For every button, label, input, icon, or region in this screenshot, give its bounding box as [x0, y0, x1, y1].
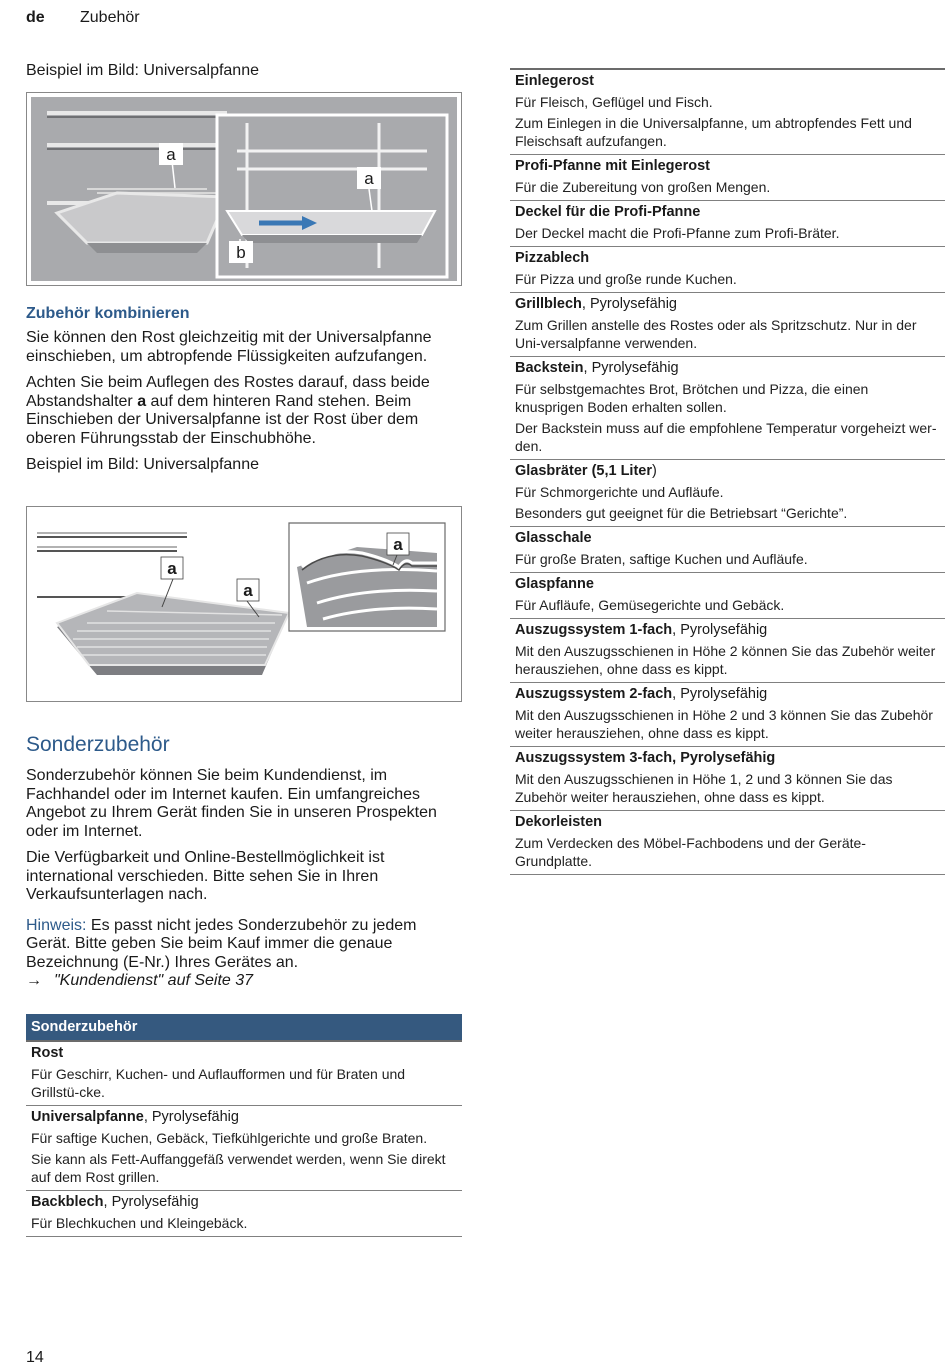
accessory-description: Für Fleisch, Geflügel und Fisch.: [515, 94, 713, 110]
table-header: Sonderzubehör: [26, 1014, 462, 1040]
figure2-label-a3: a: [393, 535, 403, 554]
accessory-description: Für die Zubereitung von großen Mengen.: [515, 179, 771, 195]
page-number: 14: [26, 1349, 44, 1366]
accessory-description: Für saftige Kuchen, Gebäck, Tiefkühlgerichte und große Braten.: [31, 1130, 428, 1146]
figure1-label-a1: a: [166, 145, 176, 164]
page-link[interactable]: [26, 972, 462, 991]
accessory-description: Der Backstein muss auf die empfohlene Temperatur vorgeheizt wer-den.: [515, 420, 937, 454]
accessory-description: Besonders gut geeignet für die Betriebsart “Gerichte”.: [515, 505, 848, 521]
accessory-suffix: ): [652, 463, 657, 479]
accessory-title: Profi-Pfanne mit Einlegerost: [515, 158, 710, 174]
accessory-title: Grillblech: [515, 296, 582, 312]
note-paragraph: [26, 917, 462, 973]
accessory-name: [515, 157, 940, 176]
combine-p2-text: Achten Sie beim Auflegen des Rostes darauf, dass beide Abstandshalter: [26, 374, 430, 410]
table-row: [510, 747, 945, 811]
accessory-title: Glasschale: [515, 530, 592, 546]
accessory-title: Universalpfanne: [31, 1109, 144, 1125]
table-row: [510, 619, 945, 683]
accessory-suffix: , Pyrolysefähig: [583, 360, 679, 376]
accessory-description: Zum Einlegen in die Universalpfanne, um abtropfendes Fett und Fleischsaft aufzufangen.: [515, 115, 912, 149]
table-row: [510, 527, 945, 573]
table-row: [510, 68, 945, 155]
figure-universal-pan-rack: [26, 92, 462, 286]
combine-p2-marker: a: [137, 392, 147, 410]
accessory-title: Glasbräter (5,1 Liter: [515, 463, 652, 479]
accessory-name: [31, 1108, 457, 1127]
extra-heading: Sonderzubehör: [26, 733, 170, 756]
language-code: de: [26, 9, 45, 26]
extra-accessories-table-right: [510, 68, 945, 875]
accessory-suffix: , Pyrolysefähig: [672, 686, 768, 702]
accessory-name: [31, 1044, 457, 1063]
accessory-title: Auszugssystem 3-fach, Pyrolysefähig: [515, 750, 776, 766]
accessory-title: Auszugssystem 1-fach: [515, 622, 673, 638]
accessory-description: Für große Braten, saftige Kuchen und Aufläufe.: [515, 551, 808, 567]
accessory-name: [515, 685, 940, 704]
accessory-name: [515, 203, 940, 222]
accessory-description: Zum Grillen anstelle des Rostes oder als Spritzschutz. Nur in der Uni-versalpfanne verwenden.: [515, 317, 917, 351]
table-row: [510, 293, 945, 357]
figure1-label-a2: a: [364, 169, 374, 188]
table-row: [510, 201, 945, 247]
accessory-name: [515, 359, 940, 378]
accessory-title: Deckel für die Profi-Pfanne: [515, 204, 701, 220]
accessory-description: Für Blechkuchen und Kleingebäck.: [31, 1215, 248, 1231]
figure2-label-a2: a: [243, 581, 253, 600]
figure1-illustration: [27, 93, 461, 285]
accessory-description: Für Geschirr, Kuchen- und Auflaufformen und für Braten und Grillstü-cke.: [31, 1066, 406, 1100]
accessory-description: Mit den Auszugsschienen in Höhe 2 können Sie das Zubehör weiter herausziehen, ohne dass es kippt.: [515, 643, 936, 677]
accessory-name: [515, 462, 940, 481]
table-row: [510, 573, 945, 619]
note-label: Hinweis:: [26, 916, 87, 934]
accessory-title: Glaspfanne: [515, 576, 594, 592]
page-header-title: Zubehör: [80, 9, 140, 26]
accessory-name: [515, 529, 940, 548]
accessory-title: Backstein: [515, 360, 584, 376]
accessory-name: [515, 249, 940, 268]
accessory-suffix: , Pyrolysefähig: [143, 1109, 239, 1125]
accessory-title: Backblech: [31, 1194, 104, 1210]
accessory-suffix: , Pyrolysefähig: [103, 1194, 199, 1210]
combine-heading: Zubehör kombinieren: [26, 305, 190, 322]
extra-paragraph-2: Die Verfügbarkeit und Online-Bestellmöglichkeit ist international verschieden. Bitte sehen Sie in Ihren Verkaufsunterlagen nach.: [26, 849, 385, 903]
figure2-illustration: [27, 507, 461, 701]
figure-rack-on-pan: [26, 506, 462, 702]
section-combine: [26, 305, 462, 474]
accessory-name: [31, 1193, 457, 1212]
accessory-suffix: , Pyrolysefähig: [581, 296, 677, 312]
page-link-text[interactable]: "Kundendienst" auf Seite 37: [54, 972, 254, 989]
accessory-description: Für Aufläufe, Gemüsegerichte und Gebäck.: [515, 597, 785, 613]
accessory-description: Mit den Auszugsschienen in Höhe 2 und 3 können Sie das Zubehör weiter herausziehen, ohne dass es kippt.: [515, 707, 933, 741]
accessory-name: [515, 72, 940, 91]
table-row: [26, 1106, 462, 1191]
table-row: [26, 1040, 462, 1106]
accessory-description: Mit den Auszugsschienen in Höhe 1, 2 und 3 können Sie das Zubehör weiter herausziehen, ohne dass es kippt.: [515, 771, 893, 805]
accessory-title: Einlegerost: [515, 73, 594, 89]
table-row: [510, 155, 945, 201]
combine-p2-text-end: auf dem hinteren Rand stehen. Beim Einschieben der Universalpfanne ist der Rost über dem oberen Führungsstab der Einschubhöhe.: [26, 392, 419, 447]
combine-paragraph-2: [26, 374, 462, 448]
figure1-caption: Beispiel im Bild: Universalpfanne: [26, 62, 259, 79]
accessory-title: Rost: [31, 1045, 64, 1061]
figure2-label-a1: a: [167, 559, 177, 578]
table-row: [510, 460, 945, 527]
accessory-name: [515, 575, 940, 594]
table-row: [510, 247, 945, 293]
section-extra-accessories: [26, 733, 462, 999]
accessory-description: Für Schmorgerichte und Aufläufe.: [515, 484, 724, 500]
extra-accessories-table-left: [26, 1014, 462, 1237]
combine-paragraph-1: Sie können den Rost gleichzeitig mit der Universalpfanne einschieben, um abtropfende Flüssigkeiten aufzufangen.: [26, 329, 432, 365]
table-row: [510, 811, 945, 875]
table-row: [510, 357, 945, 460]
accessory-description: Sie kann als Fett-Auffanggefäß verwendet werden, wenn Sie direkt auf dem Rost grillen.: [31, 1151, 446, 1185]
accessory-description: Zum Verdecken des Möbel-Fachbodens und der Geräte-Grundplatte.: [515, 835, 866, 869]
extra-paragraph-1: Sonderzubehör können Sie beim Kundendienst, im Fachhandel oder im Internet kaufen. Ein umfangreiches Angebot zu Ihrem Gerät finden Sie in unseren Prospekten oder im Internet.: [26, 767, 437, 840]
note-text: Es passt nicht jedes Sonderzubehör zu jedem Gerät. Bitte geben Sie beim Kauf immer die genaue Bezeichnung (E-Nr.) Ihres Gerätes an.: [26, 916, 417, 971]
figure2-caption: Beispiel im Bild: Universalpfanne: [26, 456, 259, 473]
accessory-name: [515, 813, 940, 832]
accessory-description: Für selbstgemachtes Brot, Brötchen und Pizza, die einen knusprigen Boden erhalten sollen.: [515, 381, 869, 415]
figure1-label-b: b: [236, 243, 246, 262]
accessory-description: Für Pizza und große runde Kuchen.: [515, 271, 737, 287]
table-row: [510, 683, 945, 747]
accessory-name: [515, 621, 940, 640]
arrow-right-icon: →: [26, 972, 42, 989]
accessory-name: [515, 749, 940, 768]
accessory-title: Pizzablech: [515, 250, 590, 266]
accessory-description: Der Deckel macht die Profi-Pfanne zum Profi-Bräter.: [515, 225, 840, 241]
accessory-suffix: , Pyrolysefähig: [672, 622, 768, 638]
table-row: [26, 1191, 462, 1237]
accessory-title: Dekorleisten: [515, 814, 603, 830]
accessory-name: [515, 295, 940, 314]
accessory-title: Auszugssystem 2-fach: [515, 686, 673, 702]
